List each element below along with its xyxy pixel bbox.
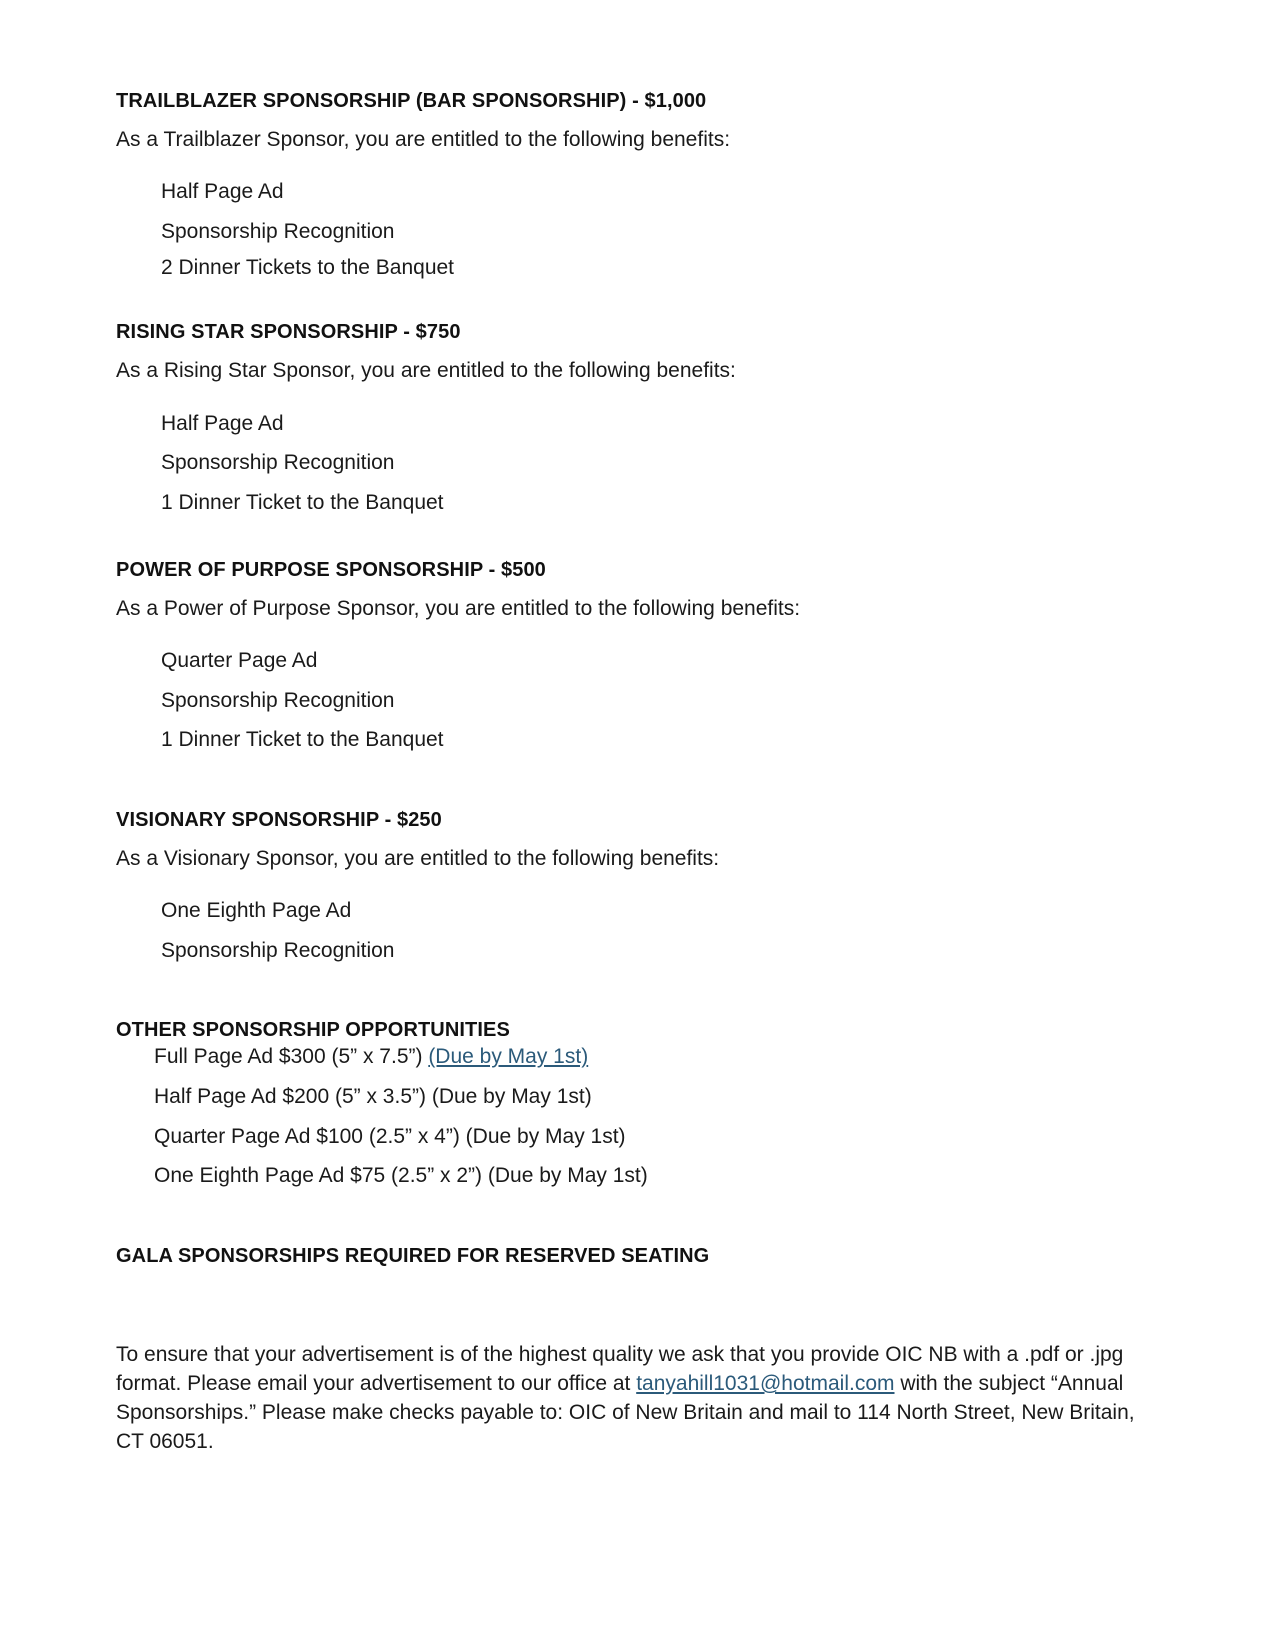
visionary-intro: As a Visionary Sponsor, you are entitled to the following benefits: — [116, 847, 720, 870]
email-link[interactable]: tanyahill1031@hotmail.com — [636, 1372, 895, 1395]
power-of-purpose-heading: POWER OF PURPOSE SPONSORSHIP - $500 — [116, 559, 546, 581]
due-date: (Due by May 1st) — [431, 1085, 592, 1108]
power-of-purpose-benefit: 1 Dinner Ticket to the Banquet — [161, 728, 444, 751]
visionary-benefit: Sponsorship Recognition — [161, 939, 395, 962]
due-date: (Due by May 1st) — [465, 1125, 626, 1148]
due-date: (Due by May 1st) — [487, 1164, 648, 1187]
opportunity-full-page — [154, 1045, 588, 1069]
opportunity-text: Half Page Ad $200 (5” x 3.5”) — [154, 1085, 432, 1108]
opportunity-quarter-page — [154, 1125, 626, 1149]
opportunity-half-page — [154, 1085, 592, 1109]
opportunity-text: Full Page Ad $300 (5” x 7.5”) — [154, 1045, 429, 1068]
gala-paragraph — [116, 1340, 1156, 1456]
power-of-purpose-intro: As a Power of Purpose Sponsor, you are entitled to the following benefits: — [116, 597, 801, 620]
rising-star-heading: RISING STAR SPONSORSHIP - $750 — [116, 321, 461, 343]
other-opportunities-heading: OTHER SPONSORSHIP OPPORTUNITIES — [116, 1019, 510, 1041]
trailblazer-intro: As a Trailblazer Sponsor, you are entitled to the following benefits: — [116, 128, 731, 151]
opportunity-text: One Eighth Page Ad $75 (2.5” x 2”) — [154, 1164, 488, 1187]
trailblazer-benefit: 2 Dinner Tickets to the Banquet — [161, 256, 455, 279]
trailblazer-heading: TRAILBLAZER SPONSORSHIP (BAR SPONSORSHIP) - $1,000 — [116, 90, 707, 112]
due-date-link[interactable]: (Due by May 1st) — [428, 1045, 589, 1068]
visionary-benefit: One Eighth Page Ad — [161, 899, 352, 922]
rising-star-benefit: Half Page Ad — [161, 412, 284, 435]
power-of-purpose-benefit: Sponsorship Recognition — [161, 689, 395, 712]
rising-star-benefit: 1 Dinner Ticket to the Banquet — [161, 491, 444, 514]
opportunity-eighth-page — [154, 1164, 648, 1188]
rising-star-intro: As a Rising Star Sponsor, you are entitled to the following benefits: — [116, 359, 736, 382]
rising-star-benefit: Sponsorship Recognition — [161, 451, 395, 474]
power-of-purpose-benefit: Quarter Page Ad — [161, 649, 318, 672]
trailblazer-benefit: Half Page Ad — [161, 180, 284, 203]
opportunity-text: Quarter Page Ad $100 (2.5” x 4”) — [154, 1125, 466, 1148]
gala-text-before: To ensure that your advertisement is of the highest quality we ask that you provide OIC NB with a .pdf or .jpg format. Please email your advertisement to our office at — [116, 1343, 1124, 1395]
gala-text-after: with the subject “Annual Sponsorships.” Please make checks payable to: OIC of New Britain and mail to 114 North Street, New Britain, CT 06051. — [116, 1372, 1135, 1453]
trailblazer-benefit: Sponsorship Recognition — [161, 220, 395, 243]
gala-heading: GALA SPONSORSHIPS REQUIRED FOR RESERVED SEATING — [116, 1245, 710, 1267]
visionary-heading: VISIONARY SPONSORSHIP - $250 — [116, 809, 442, 831]
